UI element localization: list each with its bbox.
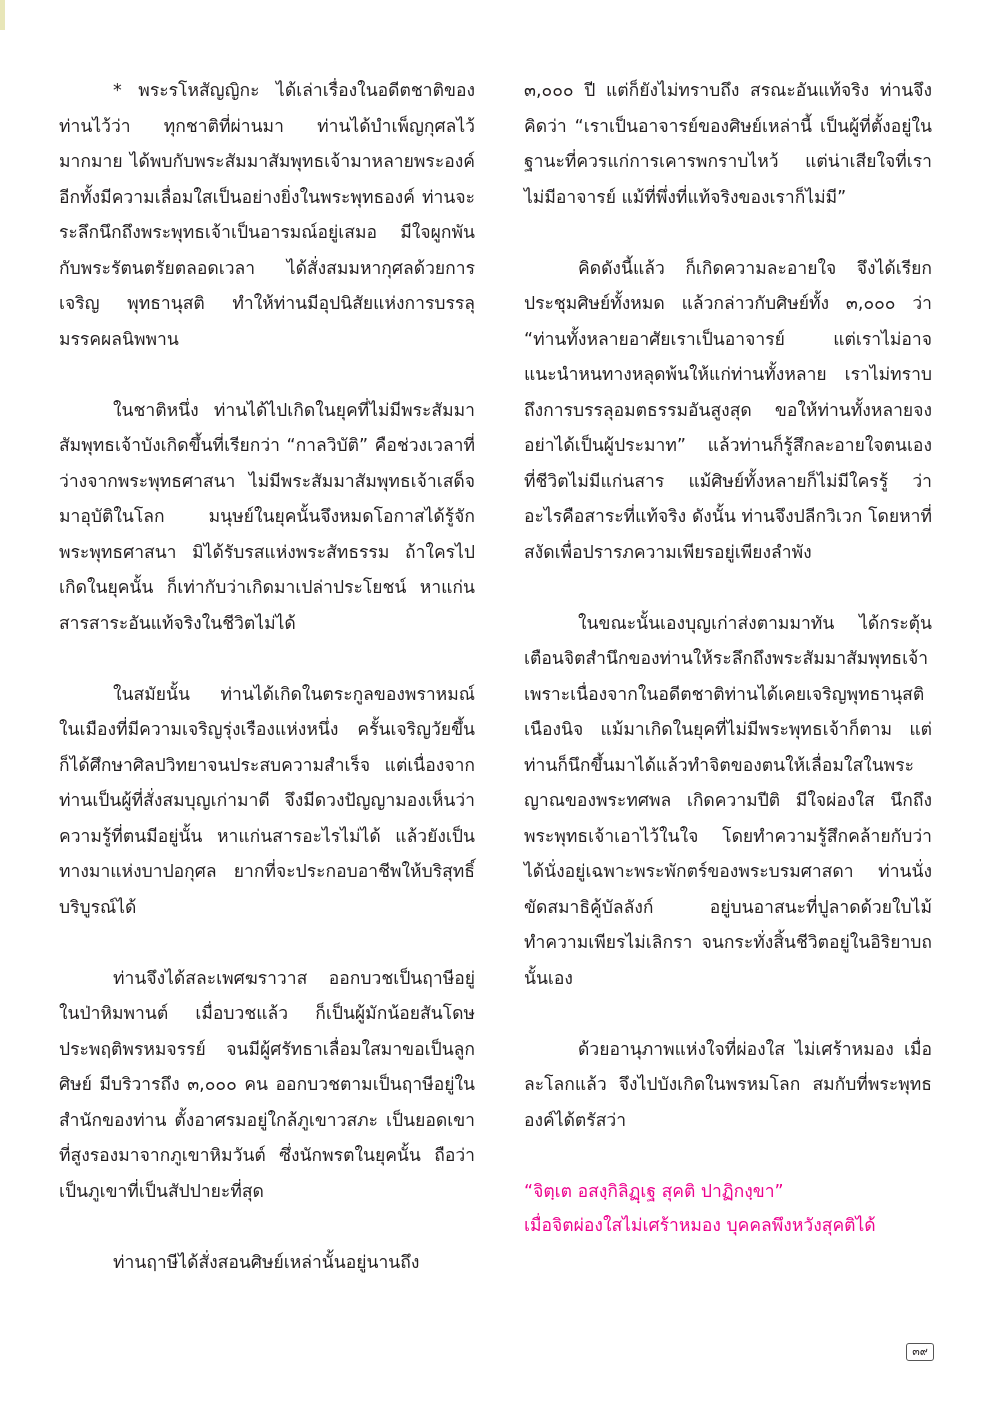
paragraph-ashamed: คิดดังนี้แล้ว ก็เกิดความละอายใจ จึงได้เรียกประชุมศิษย์ทั้งหมด แล้วกล่าวกับศิษย์ทั้ง ๓,๐๐๐ ว่า “ท่านทั้งหลายอาศัยเราเป็นอาจารย์ แต่เราไม่อาจแนะนำหนทางหลุดพ้นให้แก่ท่านทั้งหลาย เราไม่ทราบถึงการบรรลุอมตธรรมอันสูงสุด ขอให้ท่านทั้งหลายจงอย่าได้เป็นผู้ประมาท” แล้วท่านก็รู้สึกละอายใจตนเอง ที่ชีวิตไม่มีแก่นสาร แม้ศิษย์ทั้งหลายก็ไม่มีใครรู้ ว่าอะไรคือสาระที่แท้จริง ดังนั้น ท่านจึงปลีกวิเวก โดยหาที่สงัดเพื่อปรารภความเพียรอยู่เพียงลำพัง — [524, 258, 932, 563]
left-column — [59, 74, 475, 1317]
paragraph-kala-vibat: ในชาติหนึ่ง ท่านได้ไปเกิดในยุคที่ไม่มีพระสัมมาสัมพุทธเจ้าบังเกิดขึ้นที่เรียกว่า “กาลวิบัติ” คือช่วงเวลาที่ว่างจากพระพุทธศาสนา ไม่มีพระสัมมาสัมพุทธเจ้าเสด็จมาอุบัติในโลก มนุษย์ในยุคนั้นจึงหมดโอกาสได้รู้จักพระพุทธศาสนา มิได้รับรสแห่งพระสัทธรรม ถ้าใครไปเกิดในยุคนั้น ก็เท่ากับว่าเกิดมาเปล่าประโยชน์ หาแก่นสารสาระอันแท้จริงในชีวิตไม่ได้ — [59, 400, 475, 634]
paragraph-hermit-ordination: ท่านจึงได้สละเพศฆราวาส ออกบวชเป็นฤาษีอยู่ในป่าหิมพานต์ เมื่อบวชแล้ว ก็เป็นผู้มักน้อยสันโดษ ประพฤติพรหมจรรย์ จนมีผู้ศรัทธาเลื่อมใสมาขอเป็นลูกศิษย์ มีบริวารถึง ๓,๐๐๐ คน ออกบวชตามเป็นฤาษีอยู่ในสำนักของท่าน ตั้งอาศรมอยู่ใกล้ภูเขาวสภะ เป็นยอดเขาที่สูงรองมาจากภูเขาหิมวันต์ ซึ่งนักพรตในยุคนั้น ถือว่าเป็นภูเขาที่เป็นสัปปายะที่สุด — [59, 968, 475, 1202]
paragraph-old-merit: ในขณะนั้นเองบุญเก่าส่งตามมาทัน ได้กระตุ้นเตือนจิตสำนึกของท่านให้ระลึกถึงพระสัมมาสัมพุทธเจ้า เพราะเนื่องจากในอดีตชาติท่านได้เคยเจริญพุทธานุสติเนืองนิจ แม้มาเกิดในยุคที่ไม่มีพระพุทธเจ้าก็ตาม แต่ท่านก็นึกขึ้นมาได้แล้วทำจิตของตนให้เลื่อมใสในพระญาณของพระทศพล เกิดความปีติ มีใจผ่องใส นึกถึงพระพุทธเจ้าเอาไว้ในใจ โดยทำความรู้สึกคล้ายกับว่า ได้นั่งอยู่เฉพาะพระพักตร์ของพระบรมศาสดา ท่านนั่งขัดสมาธิคู้บัลลังก์ อยู่บนอาสนะที่ปูลาดด้วยใบไม้ทำความเพียรไม่เลิกรา จนกระทั่งสิ้นชีวิตอยู่ในอิริยาบถนั้นเอง — [524, 613, 932, 989]
paragraph-brahmin-family: ในสมัยนั้น ท่านได้เกิดในตระกูลของพราหมณ์ ในเมืองที่มีความเจริญรุ่งเรืองแห่งหนึ่ง ครั้นเจริญวัยขึ้นก็ได้ศึกษาศิลปวิทยาจนประสบความสำเร็จ แต่เนื่องจากท่านเป็นผู้ที่สั่งสมบุญเก่ามาดี จึงมีดวงปัญญามองเห็นว่าความรู้ที่ตนมีอยู่นั้น หาแก่นสารอะไรไม่ได้ แล้วยังเป็นทางมาแห่งบาปอกุศล ยากที่จะประกอบอาชีพให้บริสุทธิ์บริบูรณ์ได้ — [59, 684, 475, 918]
page-number-badge: ๓๙ — [906, 1343, 934, 1361]
paragraph-teaching-disciples: ท่านฤาษีได้สั่งสอนศิษย์เหล่านั้นอยู่นานถึง — [113, 1252, 420, 1273]
paragraph-three-thousand-years: ๓,๐๐๐ ปี แต่ก็ยังไม่ทราบถึง สรณะอันแท้จริง ท่านจึงคิดว่า “เราเป็นอาจารย์ของศิษย์เหล่านี้ เป็นผู้ที่ตั้งอยู่ในฐานะที่ควรแก่การเคารพกราบไหว้ แต่น่าเสียใจที่เราไม่มีอาจารย์ แม้ที่พึ่งที่แท้จริงของเราก็ไม่มี” — [524, 81, 932, 208]
right-column — [524, 74, 932, 1243]
paragraph-brahma-world: ด้วยอานุภาพแห่งใจที่ผ่องใส ไม่เศร้าหมอง เมื่อละโลกแล้ว จึงไปบังเกิดในพรหมโลก สมกับที่พระพุทธองค์ได้ตรัสว่า — [524, 1039, 932, 1131]
pali-quote: “จิตฺเต อสงฺกิลิฏฺเฐ สุคติ ปาฏิกงฺขา” — [524, 1181, 784, 1202]
quote-translation: เมื่อจิตผ่องใสไม่เศร้าหมอง บุคคลพึงหวังสุคติได้ — [524, 1215, 876, 1236]
pali-quote-block — [524, 1175, 932, 1243]
paragraph-rahosanniyaka-intro: * พระรโหสัญญิกะ ได้เล่าเรื่องในอดีตชาติของท่านไว้ว่า ทุกชาติที่ผ่านมา ท่านได้บำเพ็ญกุศลไว้มากมาย ได้พบกับพระสัมมาสัมพุทธเจ้ามาหลายพระองค์ อีกทั้งมีความเลื่อมใสเป็นอย่างยิ่งในพระพุทธองค์ ท่านจะระลึกนึกถึงพระพุทธเจ้าเป็นอารมณ์อยู่เสมอ มีใจผูกพันกับพระรัตนตรัยตลอดเวลา ได้สั่งสมมหากุศลด้วยการเจริญ พุทธานุสติ ทำให้ท่านมีอุปนิสัยแห่งการบรรลุมรรคผลนิพพาน — [59, 81, 475, 350]
page-edge-mark — [0, 0, 5, 30]
